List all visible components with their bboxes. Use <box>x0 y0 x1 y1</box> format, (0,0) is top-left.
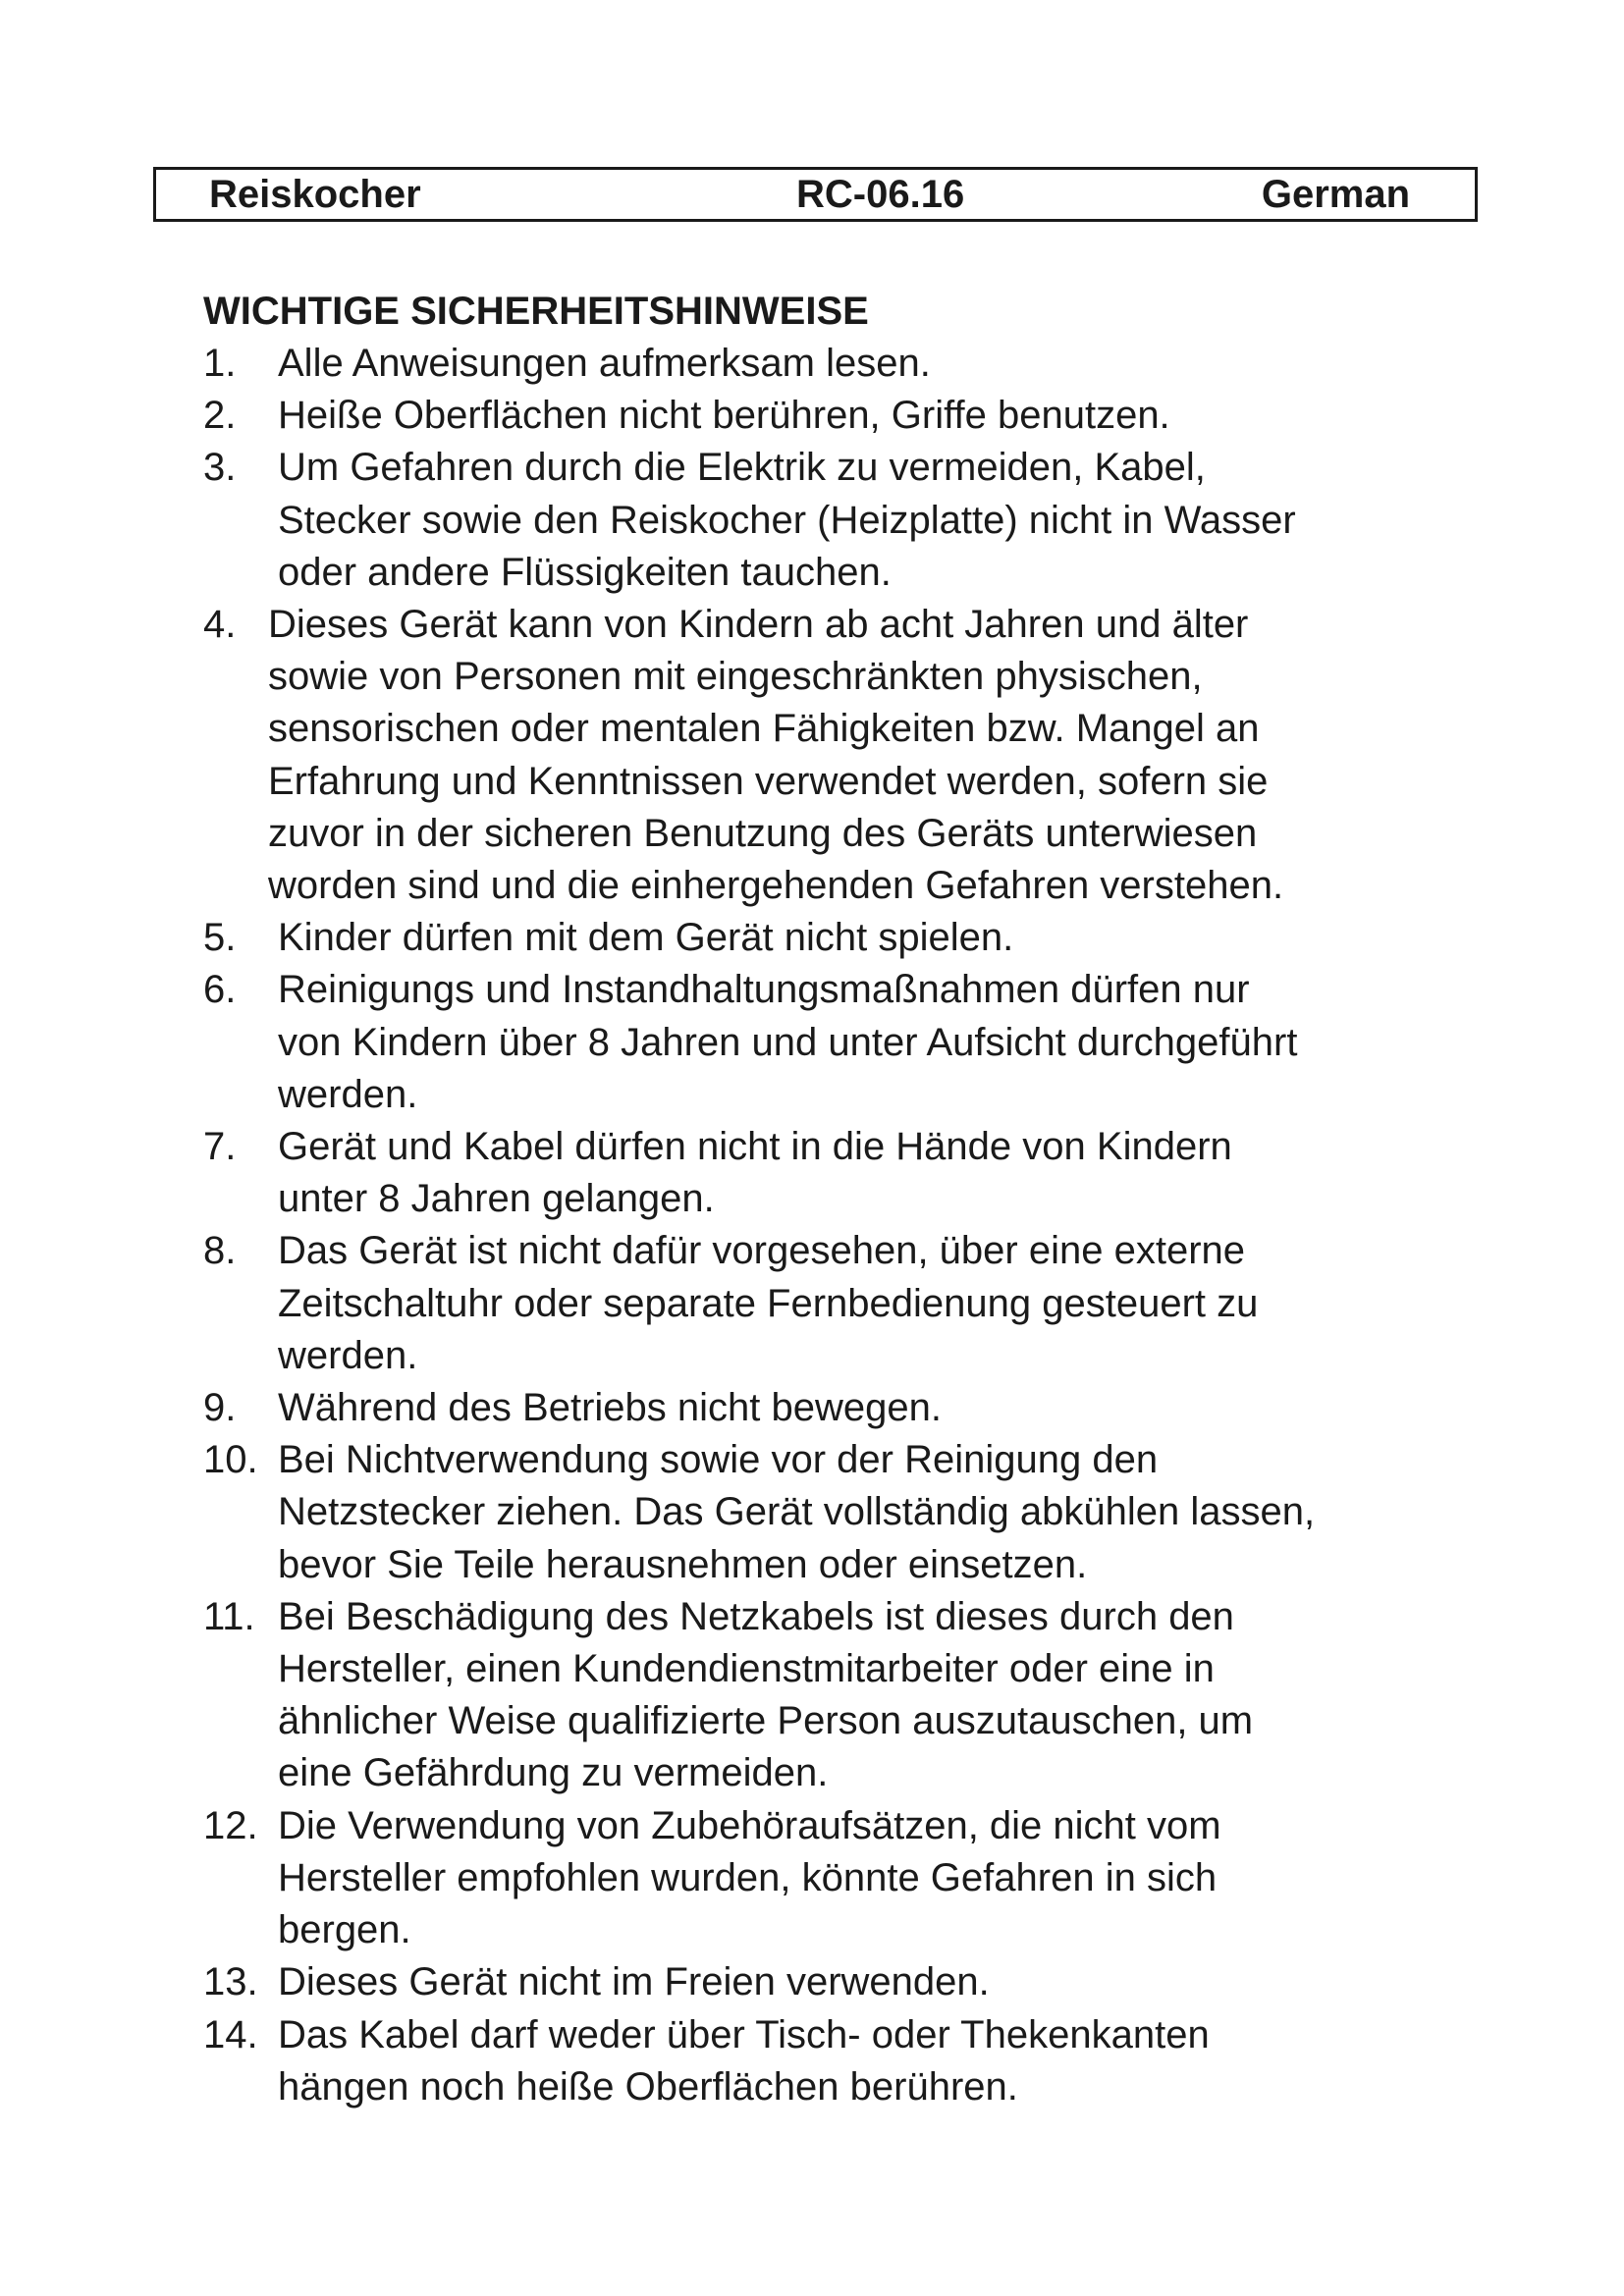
safety-instruction-item <box>203 2009 1480 2113</box>
item-number: 10. <box>203 1438 258 1482</box>
item-number: 8. <box>203 1229 237 1273</box>
item-text-line: werden. <box>278 1072 418 1116</box>
item-text-line: Hersteller empfohlen wurden, könnte Gefahren in sich <box>278 1855 1218 1899</box>
item-text-line: von Kindern über 8 Jahren und unter Aufsicht durchgeführt <box>278 1020 1298 1064</box>
item-text-line: Bei Nichtverwendung sowie vor der Reinigung den <box>278 1438 1159 1482</box>
item-text-line: Das Kabel darf weder über Tisch- oder Thekenkanten <box>278 2012 1210 2056</box>
document-header <box>153 167 1478 222</box>
safety-instruction-item <box>203 1121 1480 1225</box>
safety-instruction-item <box>203 1382 1480 1434</box>
item-text-line: Kinder dürfen mit dem Gerät nicht spielen. <box>278 916 1014 960</box>
safety-instruction-item <box>203 1591 1480 1800</box>
safety-instruction-item <box>203 442 1480 599</box>
safety-instruction-item <box>203 1956 1480 2008</box>
item-text-line: Die Verwendung von Zubehöraufsätzen, die nicht vom <box>278 1803 1221 1847</box>
safety-instruction-item <box>203 390 1480 442</box>
item-text-line: sensorischen oder mentalen Fähigkeiten bzw. Mangel an <box>268 707 1260 751</box>
item-text-line: Dieses Gerät kann von Kindern ab acht Jahren und älter <box>268 603 1249 647</box>
safety-instruction-item <box>203 599 1480 912</box>
item-text-line: Um Gefahren durch die Elektrik zu vermeiden, Kabel, <box>278 446 1206 490</box>
item-number: 13. <box>203 1960 258 2004</box>
item-text-line: Zeitschaltuhr oder separate Fernbedienung gesteuert zu <box>278 1281 1259 1325</box>
item-text-line: hängen noch heiße Oberflächen berühren. <box>278 2064 1018 2109</box>
language-label: German <box>1261 173 1410 216</box>
item-text-line: Hersteller, einen Kundendienstmitarbeiter oder eine in <box>278 1647 1215 1691</box>
item-text-line: bergen. <box>278 1908 411 1952</box>
item-text-line: Netzstecker ziehen. Das Gerät vollständig abkühlen lassen, <box>278 1490 1316 1534</box>
model-number: RC-06.16 <box>796 173 965 216</box>
item-text-line: Bei Beschädigung des Netzkabels ist dieses durch den <box>278 1594 1234 1638</box>
item-number: 1. <box>203 342 237 385</box>
item-text-line: Gerät und Kabel dürfen nicht in die Hände von Kindern <box>278 1125 1232 1169</box>
item-text-line: Stecker sowie den Reiskocher (Heizplatte) nicht in Wasser <box>278 498 1296 542</box>
item-text-line: worden sind und die einhergehenden Gefahren verstehen. <box>268 864 1284 908</box>
safety-instructions-list <box>203 338 1480 2113</box>
item-number: 3. <box>203 446 237 490</box>
item-text-line: oder andere Flüssigkeiten tauchen. <box>278 550 892 594</box>
item-number: 12. <box>203 1803 258 1847</box>
item-number: 2. <box>203 394 237 438</box>
product-name: Reiskocher <box>209 173 421 216</box>
item-text-line: sowie von Personen mit eingeschränkten physischen, <box>268 655 1203 699</box>
item-text-line: Reinigungs und Instandhaltungsmaßnahmen dürfen nur <box>278 968 1250 1012</box>
item-text-line: Alle Anweisungen aufmerksam lesen. <box>278 342 931 385</box>
item-text-line: Heiße Oberflächen nicht berühren, Griffe benutzen. <box>278 394 1170 438</box>
safety-instruction-item <box>203 1800 1480 1957</box>
item-text-line: zuvor in der sicheren Benutzung des Geräts unterwiesen <box>268 811 1258 855</box>
item-number: 14. <box>203 2012 258 2056</box>
item-text-line: eine Gefährdung zu vermeiden. <box>278 1751 829 1795</box>
item-number: 4. <box>203 603 237 647</box>
safety-instruction-item <box>203 338 1480 390</box>
item-number: 9. <box>203 1386 237 1430</box>
item-number: 6. <box>203 968 237 1012</box>
safety-instruction-item <box>203 912 1480 964</box>
item-text-line: Das Gerät ist nicht dafür vorgesehen, über eine externe <box>278 1229 1245 1273</box>
safety-instruction-item <box>203 1225 1480 1382</box>
safety-instruction-item <box>203 1434 1480 1591</box>
item-number: 11. <box>203 1594 255 1638</box>
item-text-line: werden. <box>278 1333 418 1377</box>
item-text-line: Während des Betriebs nicht bewegen. <box>278 1386 942 1430</box>
item-number: 7. <box>203 1125 237 1169</box>
item-text-line: bevor Sie Teile herausnehmen oder einsetzen. <box>278 1542 1088 1586</box>
item-text-line: unter 8 Jahren gelangen. <box>278 1177 715 1221</box>
section-title: WICHTIGE SICHERHEITSHINWEISE <box>203 290 869 333</box>
safety-section <box>203 285 1480 2113</box>
safety-instruction-item <box>203 964 1480 1121</box>
item-number: 5. <box>203 916 237 960</box>
item-text-line: ähnlicher Weise qualifizierte Person auszutauschen, um <box>278 1699 1254 1743</box>
item-text-line: Erfahrung und Kenntnissen verwendet werden, sofern sie <box>268 759 1269 803</box>
item-text-line: Dieses Gerät nicht im Freien verwenden. <box>278 1960 990 2004</box>
